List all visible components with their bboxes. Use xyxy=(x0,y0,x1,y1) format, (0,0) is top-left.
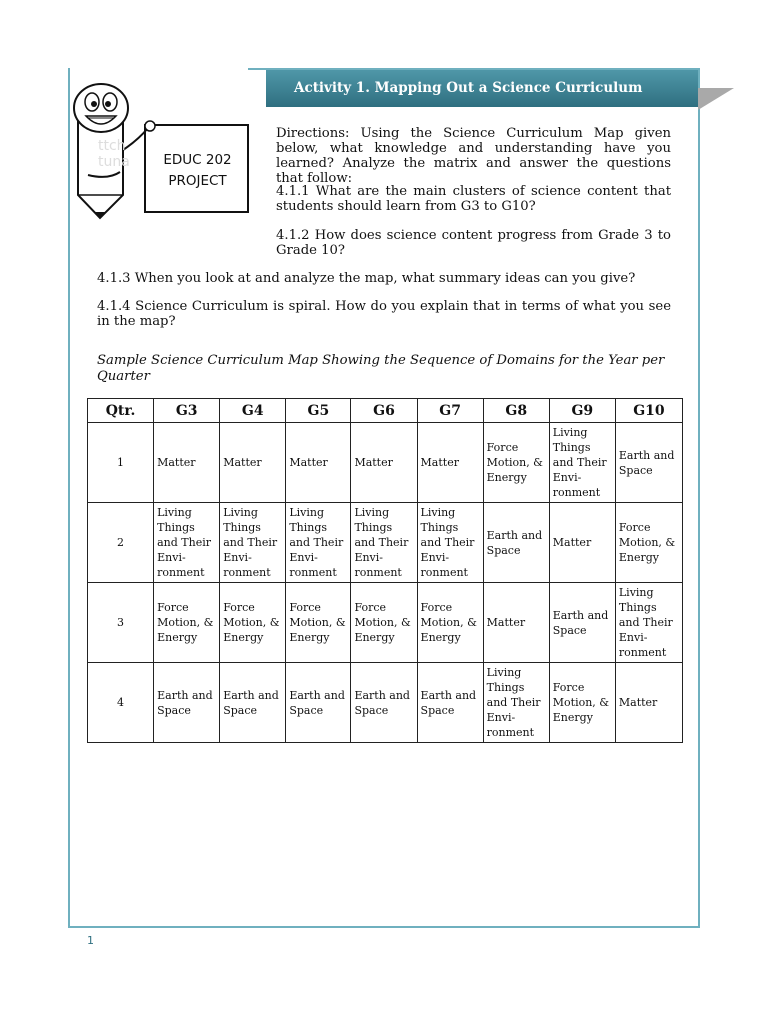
table-row xyxy=(88,663,683,743)
table-cell: Force Motion, & Energy xyxy=(154,583,220,663)
page-number: 1 xyxy=(87,934,94,947)
question-4-1-4: 4.1.4 Science Curriculum is spiral. How do you explain that in terms of what you see in the map? xyxy=(97,299,671,329)
table-cell: Earth and Space xyxy=(615,423,682,503)
header-g10: G10 xyxy=(615,399,682,423)
header-g8: G8 xyxy=(483,399,549,423)
svg-text:tuna: tuna xyxy=(98,154,130,170)
table-cell: Earth and Space xyxy=(549,583,615,663)
table-cell: 3 xyxy=(88,583,154,663)
table-cell: Force Motion, & Energy xyxy=(417,583,483,663)
question-4-1-2: 4.1.2 How does science content progress from Grade 3 to Grade 10? xyxy=(276,228,671,258)
table-cell: Matter xyxy=(417,423,483,503)
table-row xyxy=(88,503,683,583)
table-cell: Living Things and Their Envi-ronment xyxy=(286,503,351,583)
table-cell: Earth and Space xyxy=(417,663,483,743)
table-cell: Living Things and Their Envi-ronment xyxy=(483,663,549,743)
banner-flag xyxy=(698,88,734,110)
header-g6: G6 xyxy=(351,399,417,423)
table-cell: Living Things and Their Envi-ronment xyxy=(154,503,220,583)
table-cell: Earth and Space xyxy=(154,663,220,743)
table-cell: Earth and Space xyxy=(483,503,549,583)
table-cell: Force Motion, & Energy xyxy=(549,663,615,743)
table-cell: Living Things and Their Envi-ronment xyxy=(220,503,286,583)
table-cell: Living Things and Their Envi-ronment xyxy=(549,423,615,503)
table-cell: Force Motion, & Energy xyxy=(483,423,549,503)
table-cell: Matter xyxy=(154,423,220,503)
header-g4: G4 xyxy=(220,399,286,423)
header-qtr: Qtr. xyxy=(88,399,154,423)
table-cell: Matter xyxy=(615,663,682,743)
table-cell: Force Motion, & Energy xyxy=(220,583,286,663)
header-g9: G9 xyxy=(549,399,615,423)
activity-banner: Activity 1. Mapping Out a Science Curriculum xyxy=(266,70,698,107)
table-cell: Earth and Space xyxy=(351,663,417,743)
table-caption: Sample Science Curriculum Map Showing the Sequence of Domains for the Year per Quarter xyxy=(97,353,665,384)
table-cell: 1 xyxy=(88,423,154,503)
table-cell: Living Things and Their Envi-ronment xyxy=(351,503,417,583)
table-row xyxy=(88,423,683,503)
directions-text: Directions: Using the Science Curriculum Map given below, what knowledge and understanding have you learned? Analyze the matrix and answer the questions that follow: xyxy=(276,126,671,186)
header-g7: G7 xyxy=(417,399,483,423)
table-cell: Living Things and Their Envi-ronment xyxy=(417,503,483,583)
table-cell: Matter xyxy=(549,503,615,583)
table-cell: Earth and Space xyxy=(220,663,286,743)
table-cell: Force Motion, & Energy xyxy=(351,583,417,663)
svg-text:ttch: ttch xyxy=(98,138,126,154)
table-row xyxy=(88,583,683,663)
logo-line-1: EDUC 202 xyxy=(163,152,232,168)
curriculum-map-table xyxy=(87,398,683,743)
table-cell: Matter xyxy=(351,423,417,503)
question-4-1-1: 4.1.1 What are the main clusters of science content that students should learn from G3 to G10? xyxy=(276,184,671,214)
table-cell: 2 xyxy=(88,503,154,583)
header-g3: G3 xyxy=(154,399,220,423)
logo-line-2: PROJECT xyxy=(168,173,227,189)
table-cell: Matter xyxy=(483,583,549,663)
table-cell: Living Things and Their Envi-ronment xyxy=(615,583,682,663)
header-g5: G5 xyxy=(286,399,351,423)
table-cell: Force Motion, & Energy xyxy=(615,503,682,583)
question-4-1-3: 4.1.3 When you look at and analyze the map, what summary ideas can you give? xyxy=(97,271,636,286)
table-cell: Matter xyxy=(220,423,286,503)
table-cell: Earth and Space xyxy=(286,663,351,743)
logo-text xyxy=(145,150,250,192)
table-cell: 4 xyxy=(88,663,154,743)
table-header-row xyxy=(88,399,683,423)
table-cell: Force Motion, & Energy xyxy=(286,583,351,663)
table-cell: Matter xyxy=(286,423,351,503)
